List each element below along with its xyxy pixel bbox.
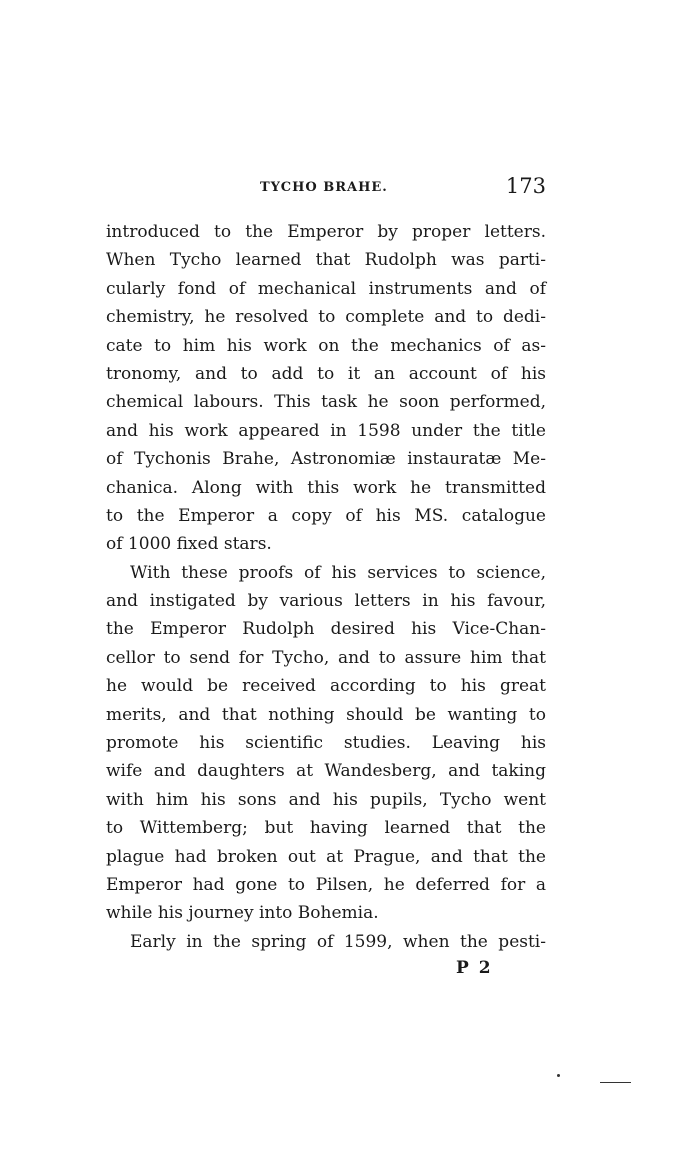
body-text — [106, 218, 546, 956]
text-line: the Emperor Rudolph desired his Vice-Chan- — [106, 619, 546, 640]
text-line: chemistry, he resolved to complete and to dedi- — [106, 307, 546, 328]
text-line: With these proofs of his services to science, — [130, 562, 546, 583]
text-line: When Tycho learned that Rudolph was parti- — [106, 250, 546, 271]
text-line: and instigated by various letters in his favour, — [106, 591, 546, 612]
text-line: promote his scientific studies. Leaving his — [106, 733, 546, 754]
scan-dot-mark — [557, 1074, 560, 1077]
signature-mark: P 2 — [456, 958, 493, 978]
text-line: introduced to the Emperor by proper letters. — [106, 222, 546, 242]
page-number: 173 — [505, 174, 546, 198]
text-line: cularly fond of mechanical instruments and of — [106, 278, 546, 299]
text-line: of Tychonis Brahe, Astronomiæ instauratæ Me- — [106, 449, 546, 470]
text-line: plague had broken out at Prague, and that the — [106, 846, 546, 867]
text-line: merits, and that nothing should be wanting to — [106, 704, 546, 725]
text-line: with him his sons and his pupils, Tycho went — [106, 789, 546, 810]
text-line: tronomy, and to add to it an account of his — [106, 363, 546, 384]
text-line: while his journey into Bohemia. — [106, 903, 379, 924]
text-line: wife and daughters at Wandesberg, and taking — [106, 761, 546, 782]
text-line: Early in the spring of 1599, when the pesti- — [130, 931, 546, 952]
text-line: he would be received according to his great — [106, 676, 546, 697]
scan-dash-mark — [600, 1082, 631, 1083]
text-line: cate to him his work on the mechanics of as- — [106, 335, 546, 356]
text-line: chemical labours. This task he soon performed, — [106, 392, 546, 413]
text-line: cellor to send for Tycho, and to assure him that — [106, 647, 546, 668]
text-line: and his work appeared in 1598 under the title — [106, 420, 546, 441]
text-line: Emperor had gone to Pilsen, he deferred for a — [106, 874, 546, 895]
text-line: of 1000 fixed stars. — [106, 534, 272, 555]
text-line: chanica. Along with this work he transmitted — [106, 477, 546, 498]
running-title: TYCHO BRAHE. — [260, 180, 388, 195]
running-head — [106, 176, 546, 200]
text-line: to the Emperor a copy of his MS. catalogue — [106, 505, 546, 526]
text-line: to Wittemberg; but having learned that the — [106, 818, 546, 839]
